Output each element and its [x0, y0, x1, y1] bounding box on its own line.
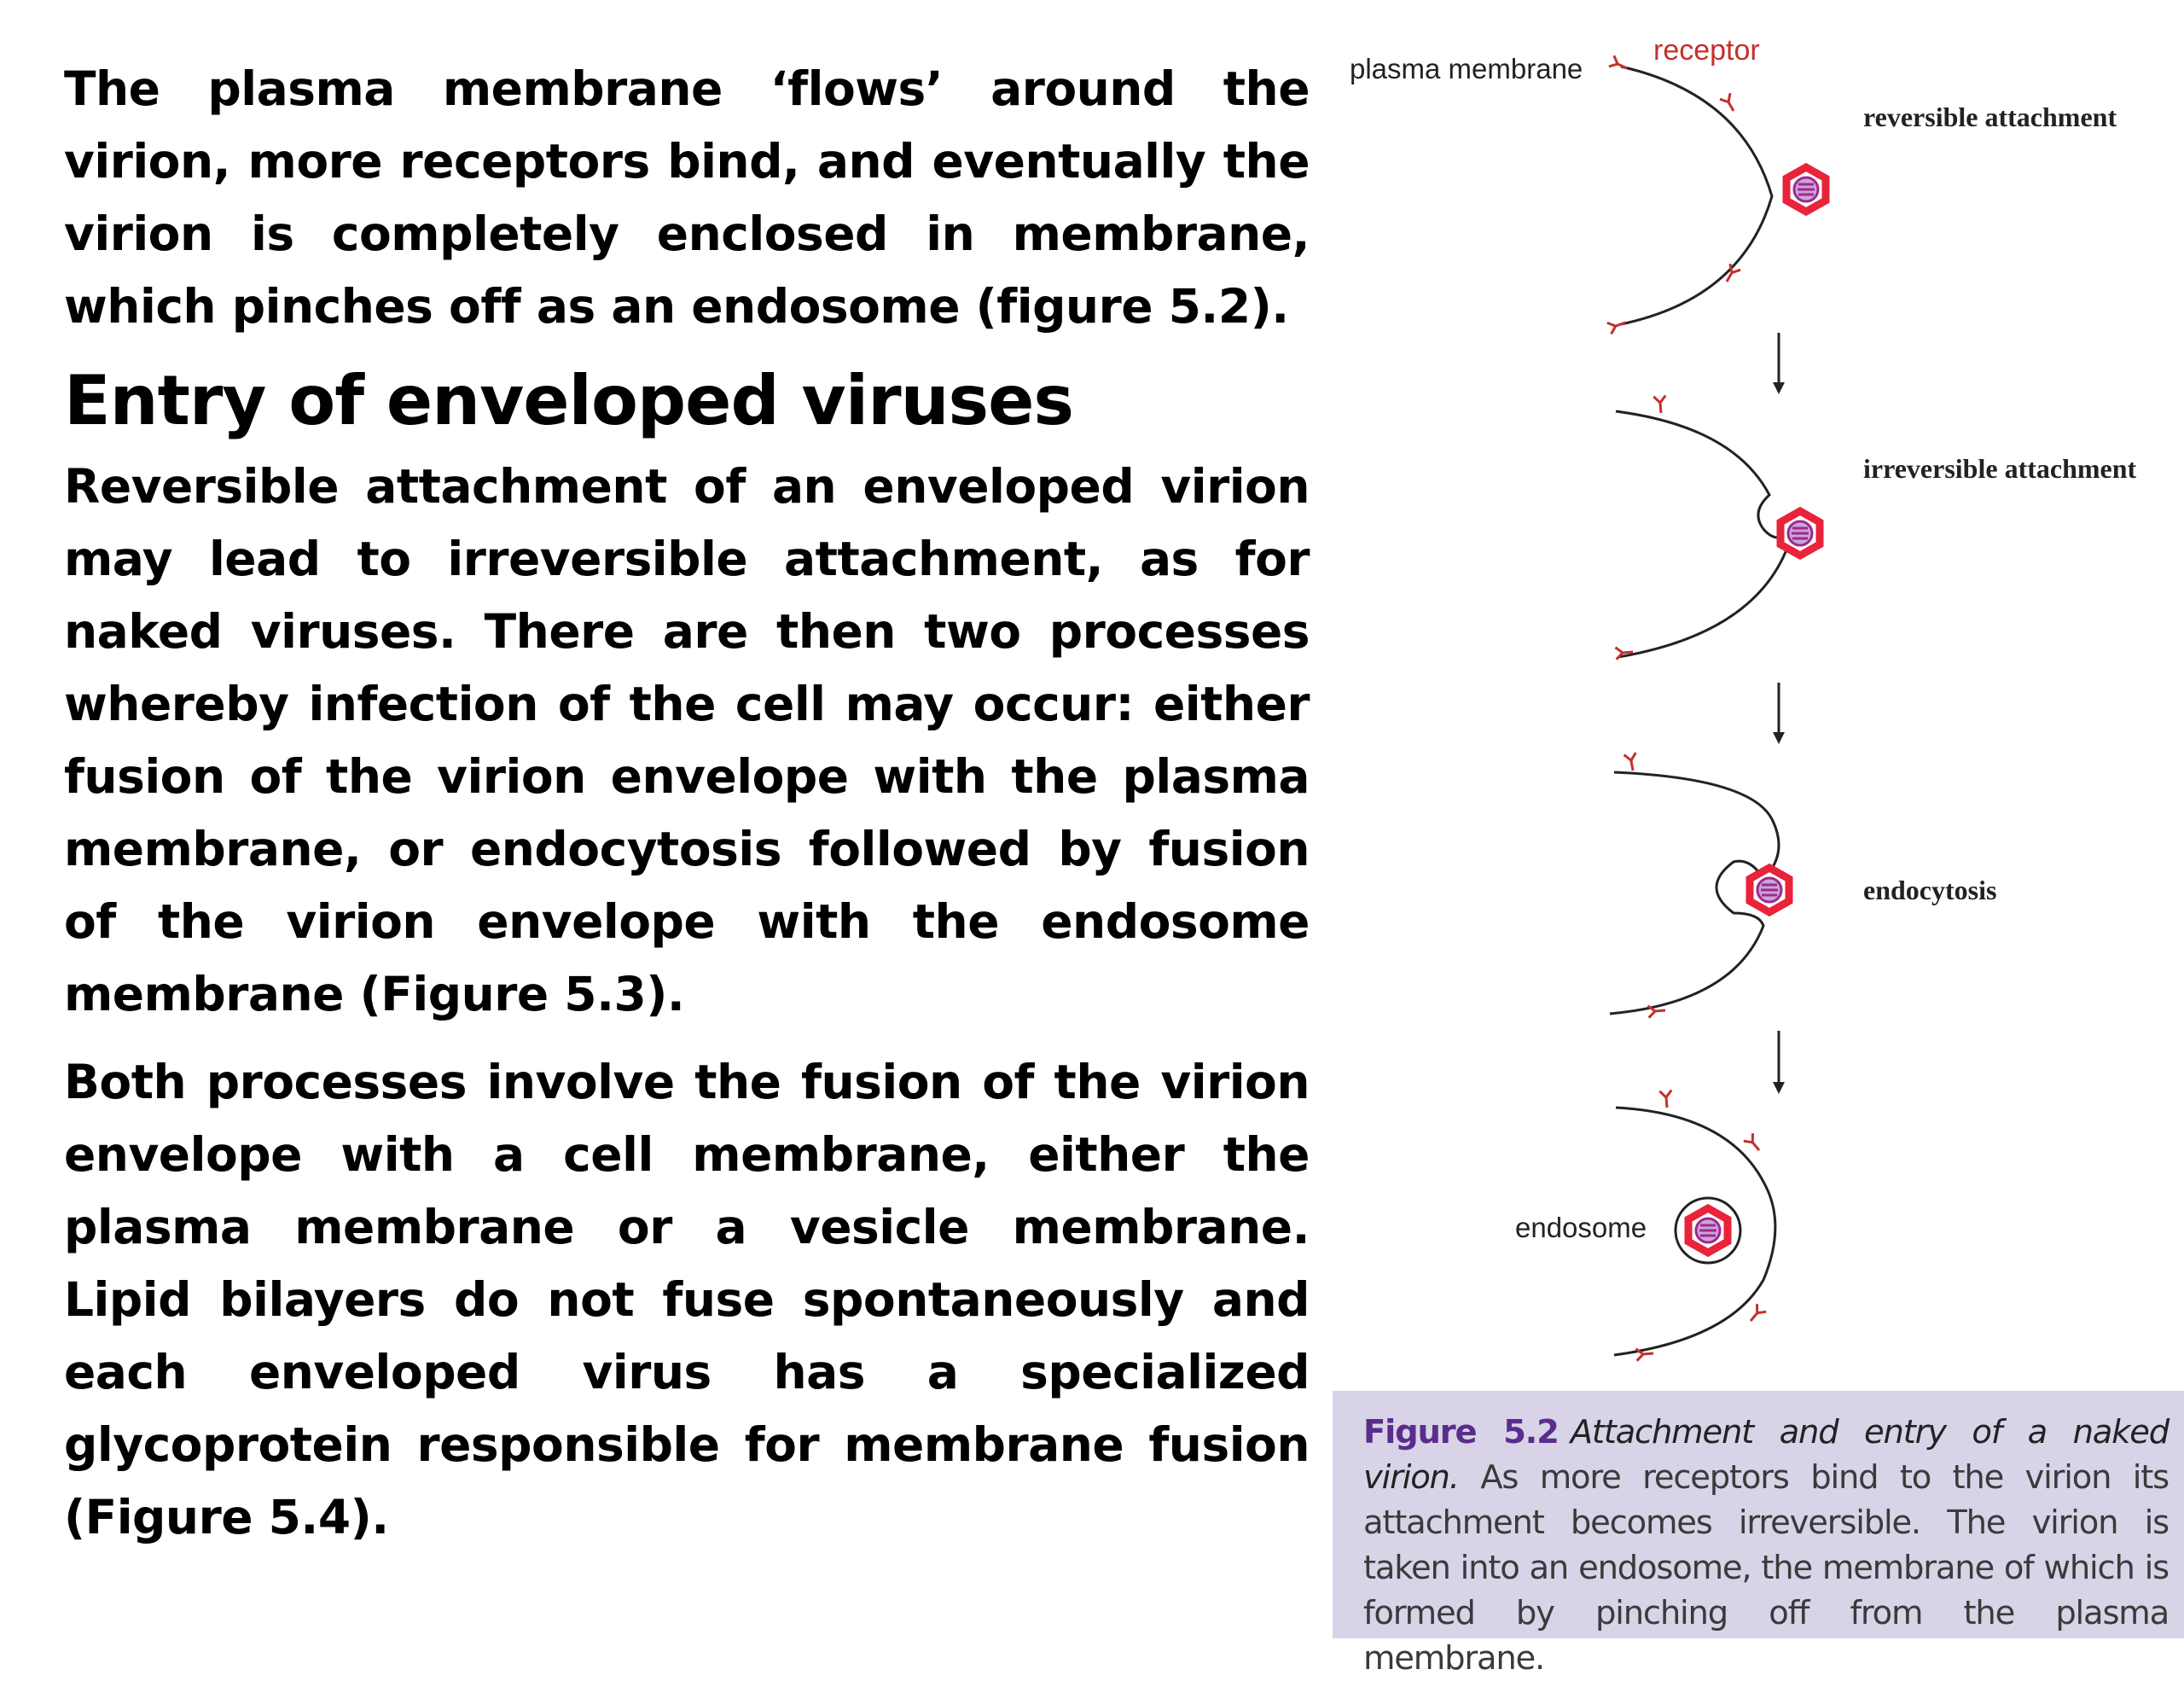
label-irreversible: irreversible attachment	[1863, 453, 2137, 484]
caption-label: Figure 5.2	[1363, 1413, 1559, 1451]
stage-irreversible	[1615, 395, 2136, 659]
label-endocytosis: endocytosis	[1863, 875, 1997, 905]
figure-caption	[1333, 1391, 2184, 1678]
paragraph-fusion: Both processes involve the fusion of the virion envelope with a cell membrane, either the plasma membrane or a vesicle membrane. Lipid bilayers do not fuse spontaneously and each enveloped virus has a specialized glycoprotein responsible for membrane fusion (Figure 5.4).	[64, 1055, 1310, 1544]
virion-1	[1786, 167, 1826, 212]
arrow-2	[1773, 683, 1785, 744]
stage-endocytosis	[1610, 753, 1996, 1018]
label-endosome: endosome	[1515, 1212, 1647, 1243]
paragraph-attachment: Reversible attachment of an enveloped virion may lead to irreversible attachment, as for naked viruses. There are then two processes whereby infection of the cell may occur: either fusion of the virion envelope with the plasma membrane, or endocytosis followed by fusion of the virion envelope with the endosome membrane (Figure 5.3).	[64, 459, 1310, 1021]
stage-reversible	[1350, 34, 2117, 334]
label-reversible: reversible attachment	[1863, 102, 2117, 132]
stage-endosome	[1515, 1090, 1775, 1360]
virion-4	[1688, 1208, 1728, 1253]
paragraph-endosome-intro: The plasma membrane ‘flows’ around the virion, more receptors bind, and eventually the virion is completely enclosed in membrane, which pinches off as an endosome (figure 5.2).	[64, 61, 1310, 334]
caption-body: As more receptors bind to the virion its attachment becomes irreversible. The virion is taken into an endosome, the membrane of which is formed by pinching off from the plasma membrane.	[1363, 1458, 2169, 1678]
body-text	[64, 53, 1310, 1569]
label-plasma-membrane: plasma membrane	[1350, 53, 1583, 84]
section-heading: Entry of enveloped viruses	[64, 361, 1074, 440]
label-receptor: receptor	[1653, 34, 1760, 67]
arrow-1	[1773, 333, 1785, 394]
arrow-3	[1773, 1031, 1785, 1094]
virion-2	[1780, 511, 1820, 555]
figure-5-2	[1333, 0, 2184, 1391]
caption-title: Attachment and entry of a naked virion.	[1363, 1413, 2169, 1497]
plasma-membrane-curve	[1621, 67, 1772, 324]
virion-3	[1750, 868, 1789, 912]
